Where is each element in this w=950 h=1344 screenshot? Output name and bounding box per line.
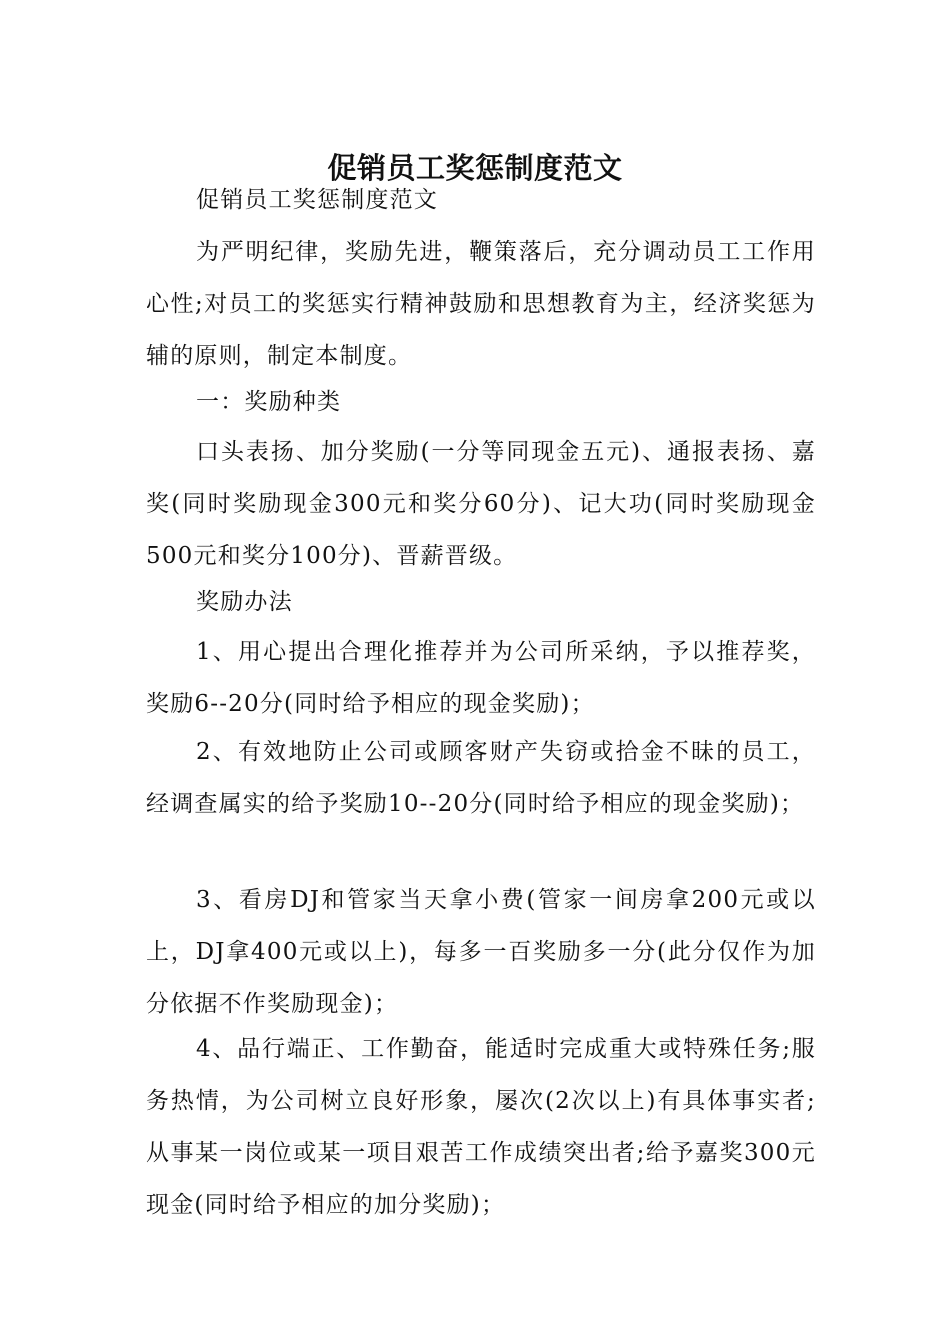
list-item-3: 3、看房DJ和管家当天拿小费(管家一间房拿200元或以上，DJ拿400元或以上)，每多一百奖励多一分(此分仅作为加分依据不作奖励现金)； xyxy=(146,887,816,1017)
document-title: 促销员工奖惩制度范文 xyxy=(327,151,623,186)
document-subtitle: 促销员工奖惩制度范文 xyxy=(196,187,438,213)
section-heading-reward-types: 一：奖励种类 xyxy=(196,389,342,415)
paragraph-intro: 为严明纪律，奖励先进，鞭策落后，充分调动员工工作用心性;对员工的奖惩实行精神鼓励和思想教育为主，经济奖惩为辅的原则，制定本制度。 xyxy=(146,239,816,369)
list-item-4: 4、品行端正、工作勤奋，能适时完成重大或特殊任务;服务热情，为公司树立良好形象，屡次(2次以上)有具体事实者;从事某一岗位或某一项目艰苦工作成绩突出者;给予嘉奖300元现金(同时给予相应的加分奖励)； xyxy=(146,1036,816,1218)
list-item-1: 1、用心提出合理化推荐并为公司所采纳，予以推荐奖，奖励6--20分(同时给予相应的现金奖励)； xyxy=(146,639,816,717)
section-heading-reward-methods: 奖励办法 xyxy=(196,589,293,615)
paragraph-reward-types: 口头表扬、加分奖励(一分等同现金五元)、通报表扬、嘉奖(同时奖励现金300元和奖分60分)、记大功(同时奖励现金500元和奖分100分)、晋薪晋级。 xyxy=(146,439,816,569)
list-item-2: 2、有效地防止公司或顾客财产失窃或拾金不昧的员工，经调查属实的给予奖励10--20分(同时给予相应的现金奖励)； xyxy=(146,739,816,817)
